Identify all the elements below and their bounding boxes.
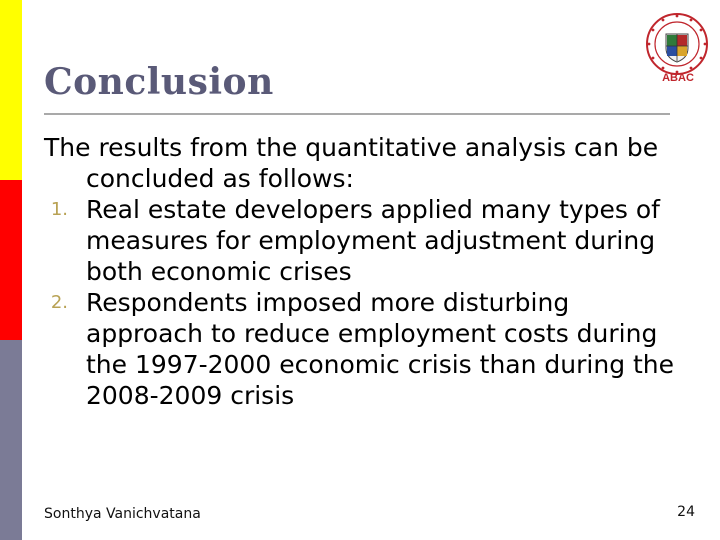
stripe-slate: [0, 340, 22, 540]
conclusion-list: [44, 194, 684, 411]
slide-body: [44, 132, 684, 411]
stripe-yellow: [0, 0, 22, 180]
list-item: [44, 287, 684, 411]
intro-text: The results from the quantitative analysis can be concluded as follows:: [44, 133, 659, 193]
footer-author: Sonthya Vanichvatana: [44, 506, 201, 522]
slide-title: Conclusion: [44, 61, 274, 103]
list-number: 2.: [50, 292, 68, 313]
logo-label: ABAC: [662, 72, 694, 84]
title-divider: [44, 113, 670, 115]
list-number: 1.: [50, 199, 68, 220]
list-item-text: Respondents imposed more disturbing approach to reduce employment costs during the 1997-2000 economic crisis than during the 2008-2009 crisis: [86, 288, 675, 410]
left-color-stripe: [0, 0, 22, 540]
university-seal-logo: [640, 8, 714, 100]
list-item: [44, 194, 684, 287]
stripe-red: [0, 180, 22, 340]
list-item-text: Real estate developers applied many types of measures for employment adjustment during both economic crises: [86, 195, 660, 286]
page-number: 24: [677, 504, 695, 520]
